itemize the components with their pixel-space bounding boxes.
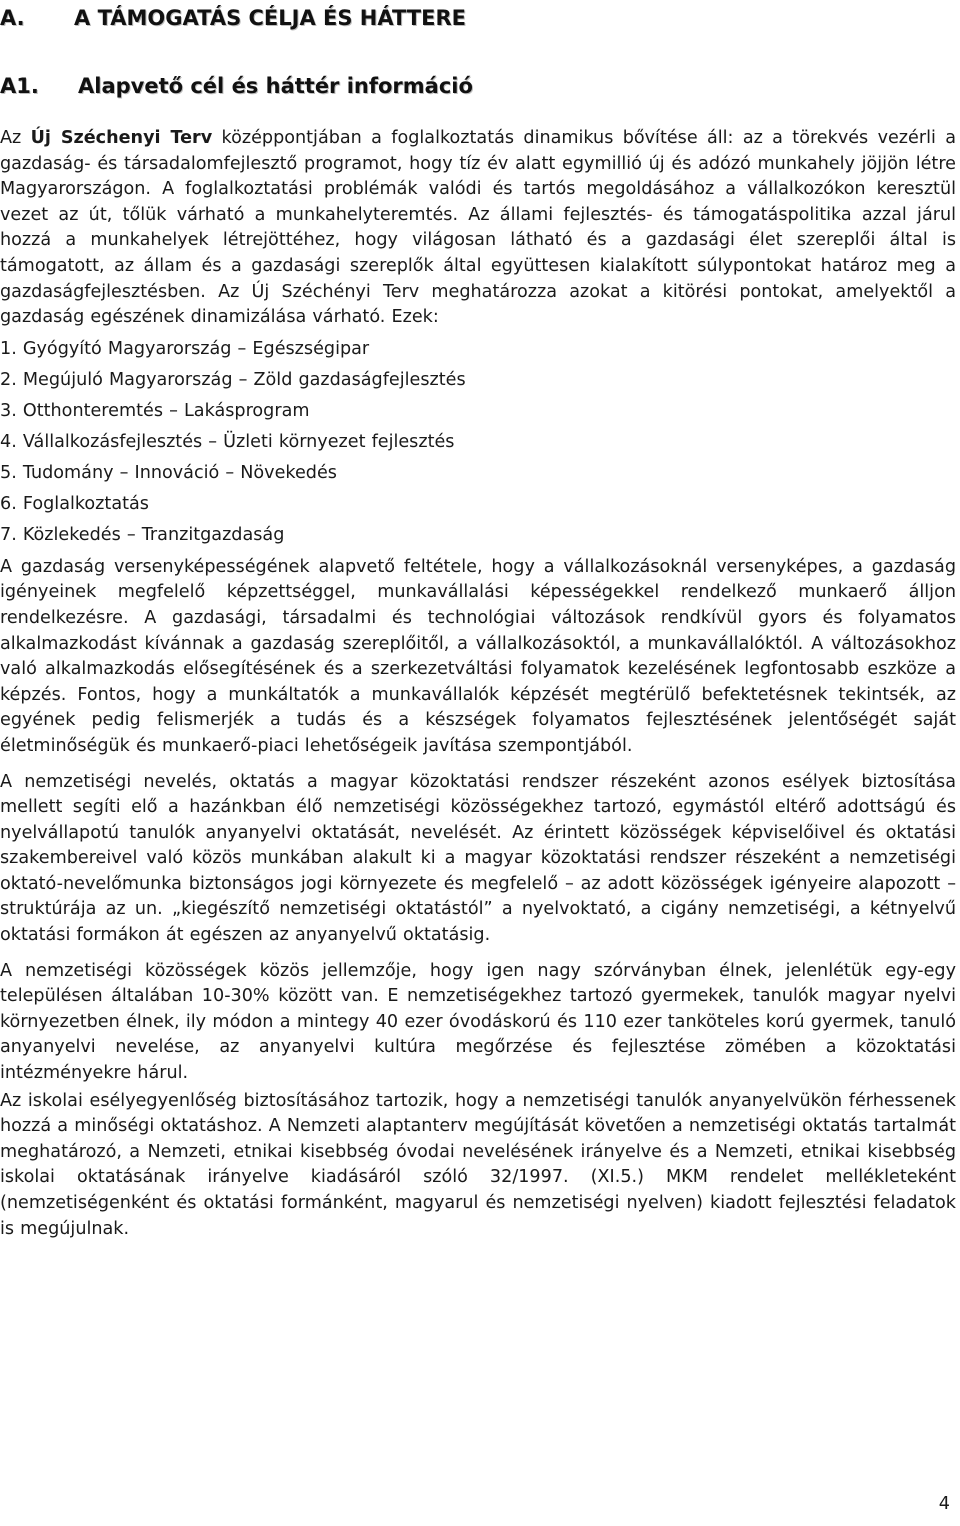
paragraph-competitiveness: A gazdaság versenyképességének alapvető feltétele, hogy a vállalkozásoknál versenyképes, a gazdaság igényeinek megfelelő képzettséggel, munkavállalási képességekkel rendelkező munkaerő álljon rendelkezésre. A gazdasági, társadalmi és technológiai változások rendkívül gyors és folyamatos alkalmazkodást kívánnak a gazdaság szereplőitől, a vállalkozásoktól, a munkavállalóktól. A változásokhoz való alkalmazkodás elősegítésének és a szerkezetváltási folyamatok kezelésének legfontosabb eszköze a képzés. Fontos, hogy a munkáltatók a munkavállalók képzését megtérülő befektetésnek tekintsék, az egyének pedig felismerjék a tudás és a készségek folyamatos fejlesztésének jelentőségét saját életminőségük és munkaerő-piaci lehetőségeik javítása szempontjából. (0, 556, 956, 756)
subsection-number: A1. (0, 74, 39, 98)
document-body (0, 126, 956, 1242)
section-title: A TÁMOGATÁS CÉLJA ÉS HÁTTERE (74, 6, 466, 30)
paragraph-nationality-education: A nemzetiségi nevelés, oktatás a magyar közoktatási rendszer részeként azonos esélyek biztosítása mellett segíti elő a hazánkban élő nemzetiségi közösségekhez tartozó, egymástól eltérő adottságú és nyelvállapotú tanulók anyanyelvi oktatását, nevelését. Az érintett közösségek képviselőivel és oktatási szakembereivel való közös munkában alakult ki a magyar közoktatási rendszer részeként a nemzetiségi oktató-nevelőmunka biztonságos jogi környezete és megfelelő – az adott közösségek igényeire alapozott – struktúrája az un. „kiegészítő nemzetiségi oktatástól” a nyelvoktató, a cigány nemzetiségi, a kétnyelvű oktatási formákon át egészen az anyanyelvű oktatásig. (0, 771, 956, 946)
list-item: 1. Gyógyító Magyarország – Egészségipar (0, 338, 370, 359)
page-number: 4 (938, 1494, 950, 1514)
breakout-points-list (0, 334, 956, 551)
list-item: 3. Otthonteremtés – Lakásprogram (0, 400, 310, 421)
section-number: A. (0, 6, 25, 30)
paragraph-intro: Az Új Széchenyi Terv középpontjában a foglalkoztatás dinamikus bővítése áll: az a törekvés vezérli a gazdaság- és társadalomfejlesztő programot, hogy tíz év alatt egymillió új és adózó munkahely jöjjön létre Magyarországon. A foglalkoztatási problémák valódi és tartós megoldásához a vállalkozókon keresztül vezet az út, tőlük várható a munkahelyteremtés. Az állami fejlesztés- és támogatáspolitika azzal járul hozzá a munkahelyek létrejöttéhez, hogy világosan látható és a gazdasági élet szereplői által is támogatott, az állam és a gazdasági szereplők által együttesen kialakított súlypontokat határoz meg a gazdaságfejlesztésben. Az Új Széchényi Terv meghatározza azokat a kitörési pontokat, amelyektől a gazdaság egészének dinamizálása várható. Ezek: (0, 128, 956, 328)
list-item: 7. Közlekedés – Tranzitgazdaság (0, 524, 285, 545)
list-item: 6. Foglalkoztatás (0, 493, 149, 514)
paragraph-equal-opportunity: Az iskolai esélyegyenlőség biztosításához tartozik, hogy a nemzetiségi tanulók anyanyelvükön férhessenek hozzá a minőségi oktatáshoz. A Nemzeti alaptanterv megújítását követően a nemzetiségi oktatás tartalmát meghatározó, a Nemzeti, etnikai kisebbség óvodai nevelésének irányelve és a Nemzeti, etnikai kisebbség iskolai oktatásának irányelve kiadásáról szóló 32/1997. (XI.5.) MKM rendelet mellékleteként (nemzetiségenként és oktatási formánként, magyarul és nemzetiségi nyelven) kiadott fejlesztési feladatok is megújulnak. (0, 1090, 956, 1239)
subsection-heading-a1 (0, 74, 473, 98)
list-item: 4. Vállalkozásfejlesztés – Üzleti környezet fejlesztés (0, 431, 455, 452)
section-heading-a (0, 6, 466, 30)
bold-term: Új Széchenyi Terv (30, 128, 213, 148)
subsection-title: Alapvető cél és háttér információ (78, 74, 473, 98)
list-item: 5. Tudomány – Innováció – Növekedés (0, 462, 337, 483)
list-item: 2. Megújuló Magyarország – Zöld gazdaságfejlesztés (0, 369, 466, 390)
paragraph-nationality-communities: A nemzetiségi közösségek közös jellemzője, hogy igen nagy szórványban élnek, jelenlétük egy-egy településen általában 10-30% között van. E nemzetiségekhez tartozó gyermekek, tanulók magyar nyelvi környezetben élnek, ily módon a mintegy 40 ezer óvodáskorú és 110 ezer tanköteles korú gyermek, tanuló anyanyelvi nevelése, az anyanyelvi kultúra megőrzése és fejlesztése zömében a közoktatási intézményekre hárul. (0, 960, 956, 1084)
